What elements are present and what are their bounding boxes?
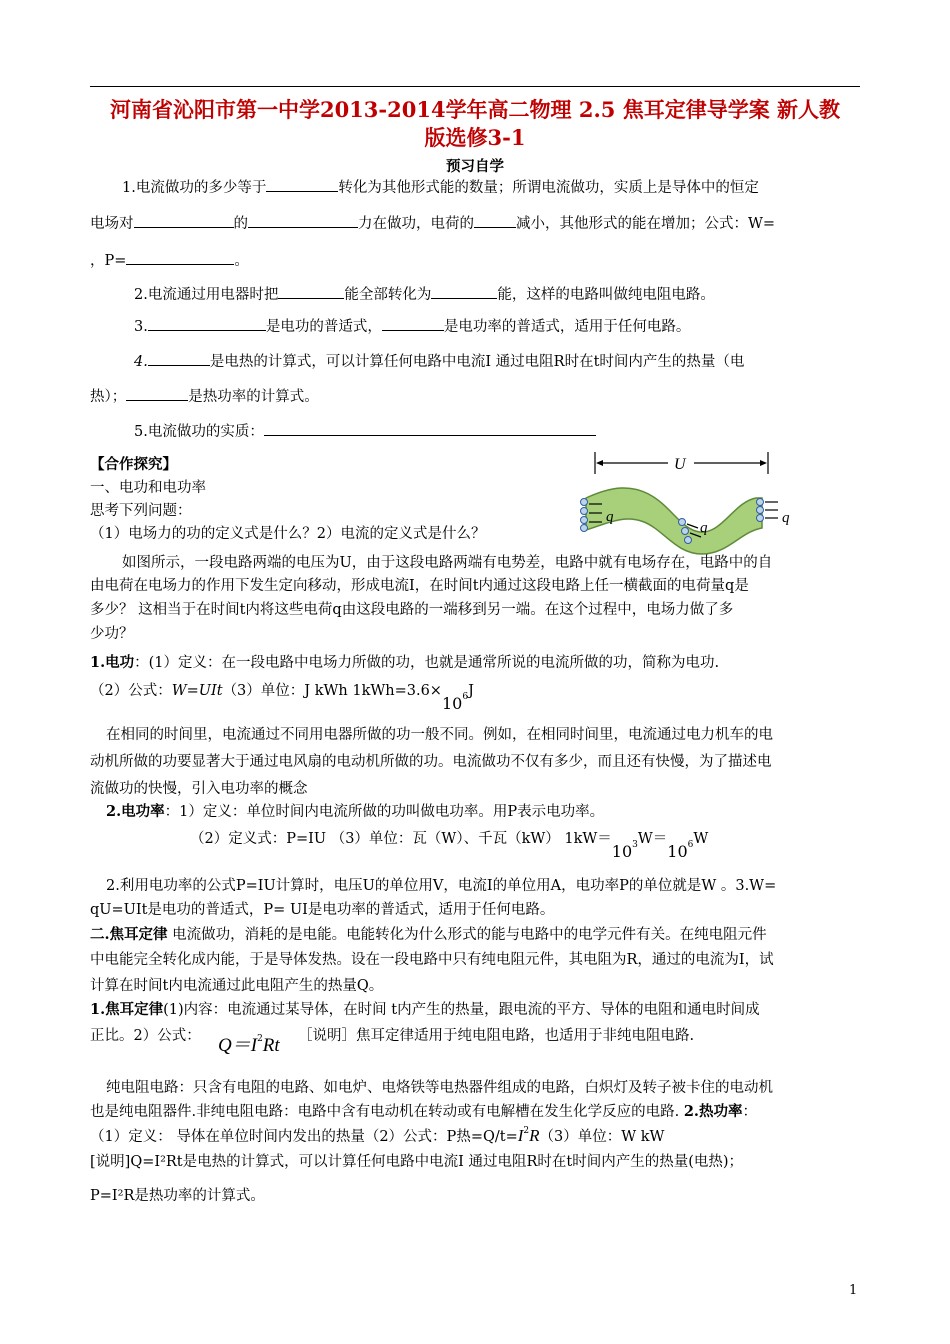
para3-line1: 2.利用电功率的公式P=IU计算时，电压U的单位用V，电流I的单位用A，电功率P的单位就是W 。3.W= (106, 878, 777, 894)
question-3: 3. 是电功的普适式， 是电功率的普适式，适用于任何电路。 (134, 316, 690, 337)
blank[interactable] (431, 284, 497, 299)
para2-line2: 动机所做的功要显著大于通过电风扇的电动机所做的功。电流做功不仅有多少，而且还有快慢，为了描述电 (90, 754, 772, 770)
document-title-line2: 版选修3-1 (424, 125, 526, 150)
para2-line3: 流做功的快慢，引入电功率的概念 (90, 781, 308, 797)
blank[interactable] (248, 213, 358, 228)
label-q-left: q (606, 509, 614, 525)
blank[interactable] (126, 386, 188, 401)
section-1-title: 一、电功和电功率 (90, 480, 206, 496)
para4-line1: 纯电阻电路：只含有电阻的电路、如电炉、电烙铁等电热器件组成的电路，白炽灯及转子被卡住的电动机 (106, 1080, 773, 1096)
para1-line1: 如图所示，一段电路两端的电压为U，由于这段电路两端有电势差，电路中就有电场存在，电路中的自 (122, 555, 773, 571)
para2-line1: 在相同的时间里，电流通过不同用电器所做的功一般不同。例如，在相同时间里，电流通过电力机车的电 (106, 727, 773, 743)
conductor-figure (572, 446, 802, 556)
para4-line2: 也是纯电阻器件.非纯电阻电路：电路中含有电动机在转动或有电解槽在发生化学反应的电路. 2.热功率： (90, 1103, 757, 1120)
think-questions: （1）电场力的功的定义式是什么？2）电流的定义式是什么？ (90, 526, 486, 542)
heat-power-line: （1）定义： 导体在单位时间内发出的热量（2）公式：P热$=Q/t=I^2R(3)$单位：W kW (90, 1126, 665, 1145)
blank[interactable] (474, 213, 516, 228)
think-prompt: 思考下列问题： (90, 503, 192, 519)
question-4-line1: 4. 是电热的计算式，可以计算任何电路中电流I 通过电阻R时在t时间内产生的热量（电 (134, 351, 744, 372)
para1-line2: 由电荷在电场力的作用下发生定向移动，形成电流I，在时间t内通过这段电路上任一横截面的电荷量q是 (90, 578, 749, 594)
label-u: U (674, 456, 686, 473)
work-formula: （2）公式：W=UIt（3）单位：J kWh $1kWh=3.6\times 10_6J$ (90, 683, 474, 713)
blank[interactable] (134, 213, 234, 228)
note-line2: P=I²R是热功率的计算式。 (90, 1188, 265, 1204)
joule-law-line2: 正比。2）公式： (90, 1028, 201, 1044)
blank[interactable] (266, 177, 338, 192)
coop-heading: 【合作探究】 (90, 456, 177, 473)
section-2-line3: 计算在时间t内电流通过此电阻产生的热量Q。 (90, 978, 384, 994)
document-title-line1: 河南省沁阳市第一中学2013-2014学年高二物理 2.5 焦耳定律导学案 新人教 (109, 97, 841, 122)
question-4-line2: 热）； 是热功率的计算式。 (90, 386, 319, 407)
blank[interactable] (126, 250, 234, 265)
label-q-right: q (782, 510, 790, 526)
preview-heading: 预习自学 (446, 158, 504, 175)
page-number: 1 (849, 1283, 858, 1298)
blank[interactable] (264, 421, 596, 436)
para3-line2: qU=UIt是电功的普适式，P= UI是电功率的普适式，适用于任何电路。 (90, 902, 555, 918)
power-formula: （2）定义式：P=IU （3）单位：瓦（W）、千瓦（kW） $1kW=10_3W=10_6W$ (190, 831, 709, 861)
blank[interactable] (278, 284, 344, 299)
question-1-line2: 电场对 的 力在做功，电荷的 减小，其他形式的能在增加；公式：W= (90, 213, 775, 234)
para1-line4: 少功？ (90, 626, 134, 642)
blank[interactable] (148, 316, 266, 331)
question-1-line1: 1.电流做功的多少等于 转化为其他形式能的数量；所谓电流做功，实质上是导体中的恒定 (122, 177, 759, 198)
label-q-middle: q (700, 520, 708, 536)
work-definition: 1.电功：(1）定义：在一段电路中电场力所做的功，也就是通常所说的电流所做的功，简称为电功. (90, 654, 720, 671)
top-rule (90, 86, 860, 87)
question-1-line3: ，P= 。 (90, 250, 249, 271)
section-2-line1: 二.焦耳定律 电流做功，消耗的是电能。电能转化为什么形式的能与电路中的电学元件有关。在纯电阻元件 (90, 926, 767, 943)
para1-line3: 多少？ 这相当于在时间t内将这些电荷q由这段电路的一端移到另一端。在这个过程中，电场力做了多 (90, 602, 734, 618)
question-5: 5.电流做功的实质： (134, 421, 596, 442)
blank[interactable] (148, 351, 210, 366)
joule-formula: $Q=I^2Rt$ (218, 1034, 280, 1056)
joule-law-line1: 1.焦耳定律(1)内容：电流通过某导体，在时间 t内产生的热量，跟电流的平方、导体的电阻和通电时间成 (90, 1001, 760, 1018)
blank[interactable] (382, 316, 444, 331)
section-2-line2: 中电能完全转化成内能，于是导体发热。设在一段电路中只有纯电阻元件，其电阻为R，通过的电流为I，试 (90, 952, 774, 968)
note-line1: [说明]Q=I²Rt是电热的计算式，可以计算任何电路中电流I 通过电阻R时在t时间内产生的热量(电热)； (90, 1154, 744, 1170)
power-definition: 2.电功率：1）定义：单位时间内电流所做的功叫做电功率。用P表示电功率。 (106, 803, 605, 820)
question-2: 2.电流通过用电器时把 能全部转化为 能，这样的电路叫做纯电阻电路。 (134, 284, 715, 305)
joule-note: ［说明］焦耳定律适用于纯电阻电路，也适用于非纯电阻电路. (298, 1028, 695, 1044)
